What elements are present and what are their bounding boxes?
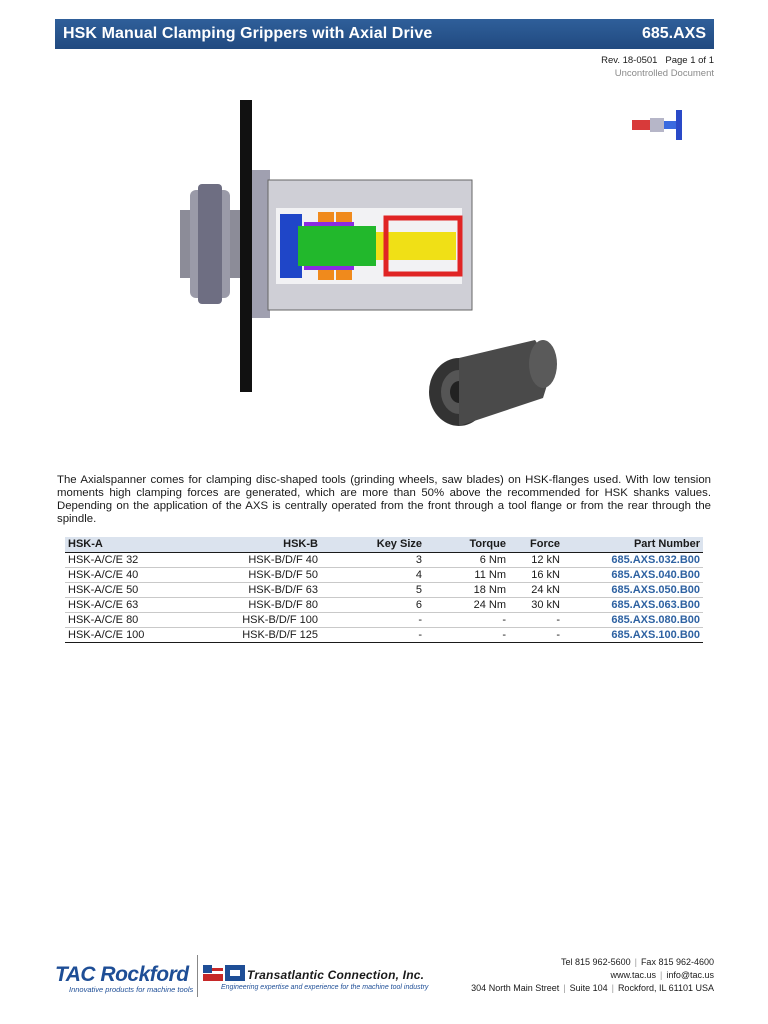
product-thumbnail [620, 98, 700, 154]
transatlantic-tagline: Engineering expertise and experience for the machine tool industry [221, 984, 429, 991]
cell-hsk-b: HSK-B/D/F 40 [215, 552, 321, 567]
cell-hsk-b: HSK-B/D/F 125 [215, 627, 321, 642]
street: 304 North Main Street [471, 983, 560, 993]
city: Rockford, IL 61101 USA [617, 983, 714, 993]
product-code: 685.AXS [641, 25, 706, 42]
cell-key-size: 3 [321, 552, 425, 567]
part-number-link[interactable]: 685.AXS.050.B00 [563, 582, 703, 597]
col-header-part-number: Part Number [563, 537, 703, 552]
cell-force: 24 kN [509, 582, 563, 597]
part-number-link[interactable]: 685.AXS.100.B00 [563, 627, 703, 642]
cell-hsk-a: HSK-A/C/E 40 [65, 567, 215, 582]
revision-number: Rev. 18-0501 [601, 55, 658, 66]
cell-torque: 11 Nm [425, 567, 509, 582]
table-header-row [65, 537, 703, 552]
cell-hsk-a: HSK-A/C/E 32 [65, 552, 215, 567]
cell-hsk-a: HSK-A/C/E 50 [65, 582, 215, 597]
cell-hsk-a: HSK-A/C/E 100 [65, 627, 215, 642]
table-row [65, 612, 703, 627]
contact-block: Tel 815 962-5600 | Fax 815 962-4600 www.tac.us | info@tac.us 304 North Main Street | Suite 104 | Rockford, IL 61101 USA [471, 957, 714, 993]
flag-icon [203, 961, 247, 985]
cell-hsk-b: HSK-B/D/F 100 [215, 612, 321, 627]
product-photo [425, 328, 565, 432]
document-title: HSK Manual Clamping Grippers with Axial Drive [63, 25, 433, 42]
document-status: Uncontrolled Document [614, 68, 714, 79]
revision-block [601, 54, 714, 80]
cell-force: 30 kN [509, 597, 563, 612]
page-number: Page 1 of 1 [665, 55, 714, 66]
part-number-link[interactable]: 685.AXS.032.B00 [563, 552, 703, 567]
part-number-link[interactable]: 685.AXS.080.B00 [563, 612, 703, 627]
cell-torque: 24 Nm [425, 597, 509, 612]
phone[interactable]: Tel 815 962-5600 [561, 957, 631, 967]
product-description: The Axialspanner comes for clamping disc-shaped tools (grinding wheels, saw blades) on HSK-flanges used. With low tension moments high clamping forces are generated, which are more than 50% above the recommended for HSK shanks values. Depending on the application of the AXS is centrally operated from the front through a tool flange or from the rear through the spindle. [57, 474, 711, 525]
spec-table [65, 537, 703, 643]
col-header-hsk-b: HSK-B [215, 537, 321, 552]
col-header-hsk-a: HSK-A [65, 537, 215, 552]
cell-hsk-b: HSK-B/D/F 63 [215, 582, 321, 597]
tac-rockford-logo [55, 963, 193, 994]
cell-hsk-a: HSK-A/C/E 80 [65, 612, 215, 627]
table-row [65, 552, 703, 567]
cell-force: 16 kN [509, 567, 563, 582]
transatlantic-logo [203, 961, 429, 991]
suite: Suite 104 [569, 983, 608, 993]
cell-hsk-a: HSK-A/C/E 63 [65, 597, 215, 612]
title-bar [55, 19, 714, 49]
col-header-torque: Torque [425, 537, 509, 552]
cell-force: 12 kN [509, 552, 563, 567]
cell-key-size: 5 [321, 582, 425, 597]
table-row [65, 597, 703, 612]
website-link[interactable]: www.tac.us [610, 970, 656, 980]
cell-key-size: 4 [321, 567, 425, 582]
part-number-link[interactable]: 685.AXS.063.B00 [563, 597, 703, 612]
col-header-force: Force [509, 537, 563, 552]
transatlantic-name: Transatlantic Connection, Inc. [247, 968, 425, 982]
email-link[interactable]: info@tac.us [666, 970, 714, 980]
cell-hsk-b: HSK-B/D/F 80 [215, 597, 321, 612]
part-number-link[interactable]: 685.AXS.040.B00 [563, 567, 703, 582]
cell-key-size: - [321, 612, 425, 627]
cell-torque: - [425, 612, 509, 627]
cell-torque: 6 Nm [425, 552, 509, 567]
fax: Fax 815 962-4600 [640, 957, 714, 967]
tac-rockford-name: TAC Rockford [55, 963, 189, 986]
col-header-key-size: Key Size [321, 537, 425, 552]
table-row [65, 582, 703, 597]
cell-torque: - [425, 627, 509, 642]
cell-key-size: 6 [321, 597, 425, 612]
cell-force: - [509, 612, 563, 627]
cell-torque: 18 Nm [425, 582, 509, 597]
footer-divider [197, 955, 198, 997]
table-row [65, 567, 703, 582]
tac-rockford-tagline: Innovative products for machine tools [69, 985, 194, 994]
table-row [65, 627, 703, 642]
cell-hsk-b: HSK-B/D/F 50 [215, 567, 321, 582]
cell-key-size: - [321, 627, 425, 642]
cell-force: - [509, 627, 563, 642]
